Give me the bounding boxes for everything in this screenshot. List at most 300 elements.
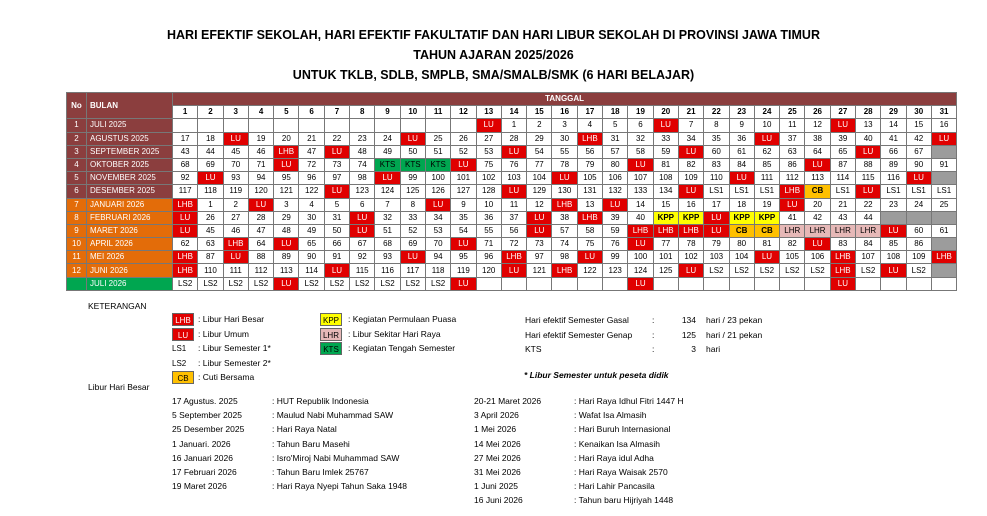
day-cell: 103 [501, 172, 526, 185]
day-header: 28 [856, 106, 881, 119]
day-cell: 74 [350, 158, 375, 171]
day-cell: 112 [248, 264, 273, 277]
day-cell: 82 [780, 238, 805, 251]
day-cell: 1 [501, 119, 526, 132]
day-header: 15 [527, 106, 552, 119]
day-cell: 111 [223, 264, 248, 277]
day-cell: 48 [274, 224, 299, 237]
day-cell: LS2 [324, 277, 349, 290]
holiday-date: 3 April 2026 [474, 410, 519, 421]
day-cell: 15 [906, 119, 931, 132]
day-cell: 43 [830, 211, 855, 224]
day-cell [704, 277, 729, 290]
day-cell: 34 [425, 211, 450, 224]
day-header: 30 [906, 106, 931, 119]
day-header: 18 [603, 106, 628, 119]
summary-colon: : [652, 329, 655, 340]
day-cell: LU [223, 132, 248, 145]
day-cell: 80 [603, 158, 628, 171]
day-cell: 36 [729, 132, 754, 145]
day-cell [931, 145, 956, 158]
day-cell: LU [906, 172, 931, 185]
row-number: 11 [67, 251, 87, 264]
day-cell: LU [931, 132, 956, 145]
day-cell: LHB [173, 198, 198, 211]
day-cell: LU [173, 224, 198, 237]
day-cell: LU [628, 277, 653, 290]
day-cell: LHB [577, 132, 602, 145]
day-cell: 47 [299, 145, 324, 158]
day-cell: 44 [856, 211, 881, 224]
title-line-1: HARI EFEKTIF SEKOLAH, HARI EFEKTIF FAKULTATIF DAN HARI LIBUR SEKOLAH DI PROVINSI JAWA TIMUR [166, 28, 820, 42]
summary-value: 134 [681, 315, 696, 325]
day-cell: 2 [527, 119, 552, 132]
day-cell: 72 [501, 238, 526, 251]
day-cell: LHB [501, 251, 526, 264]
day-cell: KPP [653, 211, 678, 224]
day-header: 7 [324, 106, 349, 119]
day-cell: 17 [704, 198, 729, 211]
day-cell: 57 [603, 145, 628, 158]
row-number: 1 [67, 119, 87, 132]
day-cell: 94 [425, 251, 450, 264]
day-cell: 19 [248, 132, 273, 145]
day-cell: KTS [400, 158, 425, 171]
keterangan-heading: KETERANGAN [88, 301, 147, 311]
day-cell: 125 [400, 185, 425, 198]
day-cell: 56 [501, 224, 526, 237]
day-cell: 34 [678, 132, 703, 145]
day-cell: LU [274, 238, 299, 251]
row-number: 5 [67, 172, 87, 185]
holiday-date: 19 Maret 2026 [172, 481, 227, 492]
day-cell: 127 [451, 185, 476, 198]
month-name: AGUSTUS 2025 [87, 132, 173, 145]
day-cell: LHB [552, 264, 577, 277]
day-cell [375, 119, 400, 132]
day-cell [754, 277, 779, 290]
holiday-date: 1 Januari. 2026 [172, 438, 231, 449]
day-cell: 3 [552, 119, 577, 132]
day-cell: 111 [754, 172, 779, 185]
day-cell: 28 [248, 211, 273, 224]
day-cell: 122 [577, 264, 602, 277]
day-cell: 61 [729, 145, 754, 158]
day-cell [729, 277, 754, 290]
holiday-desc: : Hari Raya Idhul Fitri 1447 H [574, 396, 684, 406]
day-header: 29 [881, 106, 906, 119]
day-cell: LU [425, 198, 450, 211]
day-header: 21 [678, 106, 703, 119]
day-cell: 126 [425, 185, 450, 198]
row-number: 10 [67, 238, 87, 251]
day-cell: 79 [704, 238, 729, 251]
day-cell: 27 [476, 132, 501, 145]
day-cell: 101 [451, 172, 476, 185]
day-cell: 105 [577, 172, 602, 185]
month-name: JULI 2026 [87, 277, 173, 290]
day-cell: 105 [780, 251, 805, 264]
day-cell: 118 [425, 264, 450, 277]
day-cell: LHR [856, 224, 881, 237]
day-header: 31 [931, 106, 956, 119]
row-number: 2 [67, 132, 87, 145]
day-cell: 80 [729, 238, 754, 251]
day-cell: 64 [805, 145, 830, 158]
day-cell: 30 [552, 132, 577, 145]
day-cell: 84 [729, 158, 754, 171]
day-cell: 119 [223, 185, 248, 198]
day-cell [906, 277, 931, 290]
month-name: OKTOBER 2025 [87, 158, 173, 171]
summary-colon: : [652, 315, 655, 325]
day-cell: 53 [476, 145, 501, 158]
day-cell: 81 [653, 158, 678, 171]
day-cell: 70 [425, 238, 450, 251]
summary-unit: hari [706, 344, 721, 354]
holiday-desc: : Hari Raya Waisak 2570 [574, 467, 668, 477]
holiday-date: 17 Februari 2026 [172, 467, 237, 477]
day-cell: 26 [451, 132, 476, 145]
month-row [67, 277, 957, 290]
day-cell: 117 [173, 185, 198, 198]
row-number [67, 277, 87, 290]
day-header: 27 [830, 106, 855, 119]
row-number: 3 [67, 145, 87, 158]
day-cell: LU [400, 132, 425, 145]
legend-swatch: LHB [172, 313, 194, 326]
day-cell: LU [754, 251, 779, 264]
day-cell: 22 [324, 132, 349, 145]
day-cell: 51 [375, 224, 400, 237]
day-cell: 45 [198, 224, 223, 237]
day-cell: 109 [906, 251, 931, 264]
day-cell: 4 [299, 198, 324, 211]
day-cell: 1 [198, 198, 223, 211]
day-cell: LU [400, 251, 425, 264]
day-cell: 65 [830, 145, 855, 158]
day-cell: 11 [780, 119, 805, 132]
day-cell [248, 119, 273, 132]
day-cell: LHB [274, 145, 299, 158]
legend-swatch: CB [172, 371, 194, 384]
semester-note: * Libur Semester untuk peseta didik [524, 370, 669, 380]
day-cell: 90 [906, 158, 931, 171]
day-cell: 55 [552, 145, 577, 158]
day-cell: LHB [173, 251, 198, 264]
day-header: 3 [223, 106, 248, 119]
day-cell: 54 [527, 145, 552, 158]
holiday-date: 5 September 2025 [172, 410, 242, 421]
day-cell: LU [653, 119, 678, 132]
day-cell: 81 [754, 238, 779, 251]
day-cell: 44 [198, 145, 223, 158]
day-cell: 13 [856, 119, 881, 132]
day-header: 10 [400, 106, 425, 119]
day-cell: 49 [375, 145, 400, 158]
day-header: 9 [375, 106, 400, 119]
day-cell: 50 [400, 145, 425, 158]
day-cell: KTS [375, 158, 400, 171]
day-cell: 73 [324, 158, 349, 171]
month-row [67, 264, 957, 277]
day-cell: 13 [577, 198, 602, 211]
day-cell: 23 [350, 132, 375, 145]
day-cell: 71 [476, 238, 501, 251]
day-cell: 57 [552, 224, 577, 237]
day-cell: LU [501, 145, 526, 158]
day-cell: 93 [223, 172, 248, 185]
day-cell: 93 [375, 251, 400, 264]
day-header: 13 [476, 106, 501, 119]
holiday-desc: : Wafat Isa Almasih [574, 410, 647, 421]
day-header: 19 [628, 106, 653, 119]
day-cell: 64 [248, 238, 273, 251]
day-cell: 66 [881, 145, 906, 158]
legend-swatch: LS1 [172, 344, 187, 353]
day-cell: LU [451, 158, 476, 171]
day-cell: LHB [678, 224, 703, 237]
day-cell [274, 119, 299, 132]
day-cell: 83 [704, 158, 729, 171]
day-cell: 36 [476, 211, 501, 224]
day-cell: 122 [299, 185, 324, 198]
day-header: 16 [552, 106, 577, 119]
day-cell: 38 [805, 132, 830, 145]
day-cell: 92 [173, 172, 198, 185]
day-cell: LS2 [906, 264, 931, 277]
day-cell [198, 119, 223, 132]
day-cell: 108 [881, 251, 906, 264]
day-header: 12 [451, 106, 476, 119]
day-cell: LU [324, 185, 349, 198]
day-cell: LU [375, 172, 400, 185]
legend-label: : Libur Semester 1* [198, 343, 271, 353]
day-cell: 125 [653, 264, 678, 277]
day-cell: LS2 [350, 277, 375, 290]
day-cell [451, 119, 476, 132]
day-cell: 30 [299, 211, 324, 224]
holiday-date: 20-21 Maret 2026 [474, 396, 542, 406]
legend-label: : Libur Sekitar Hari Raya [348, 328, 441, 339]
holiday-desc: : Maulud Nabi Muhammad SAW [272, 410, 394, 421]
day-cell: 94 [248, 172, 273, 185]
day-cell: 69 [198, 158, 223, 171]
row-number: 4 [67, 158, 87, 171]
day-cell: 115 [856, 172, 881, 185]
day-cell: 77 [527, 158, 552, 171]
day-cell: 129 [527, 185, 552, 198]
day-cell [552, 277, 577, 290]
day-cell: 116 [375, 264, 400, 277]
day-cell: 3 [274, 198, 299, 211]
day-cell: 14 [881, 119, 906, 132]
day-cell: 78 [552, 158, 577, 171]
day-cell: 100 [425, 172, 450, 185]
day-cell: 124 [375, 185, 400, 198]
day-cell: 121 [274, 185, 299, 198]
summary-label: Hari efektif Semester Genap [525, 329, 633, 340]
day-cell: LHB [173, 264, 198, 277]
day-cell: LU [805, 238, 830, 251]
day-cell: 52 [451, 145, 476, 158]
day-cell [223, 119, 248, 132]
day-cell: 41 [780, 211, 805, 224]
day-cell [577, 277, 602, 290]
day-cell: LU [856, 185, 881, 198]
day-cell: 6 [350, 198, 375, 211]
summary-value: 125 [681, 329, 696, 340]
day-cell: 25 [425, 132, 450, 145]
day-cell: 59 [603, 224, 628, 237]
day-cell: 60 [906, 224, 931, 237]
legend-swatch: KTS [320, 342, 342, 355]
day-cell: 106 [805, 251, 830, 264]
day-cell [603, 277, 628, 290]
day-cell: 87 [198, 251, 223, 264]
day-cell: LS2 [805, 264, 830, 277]
day-header: 14 [501, 106, 526, 119]
day-cell: LU [881, 224, 906, 237]
day-cell: 61 [931, 224, 956, 237]
day-cell: LU [856, 145, 881, 158]
month-name: MEI 2026 [87, 251, 173, 264]
holiday-desc: : Tahun Baru Imlek 25767 [272, 467, 369, 477]
day-cell: 46 [223, 224, 248, 237]
day-cell: 131 [577, 185, 602, 198]
day-cell: 9 [729, 119, 754, 132]
day-cell: 113 [805, 172, 830, 185]
day-cell: 79 [577, 158, 602, 171]
day-cell: 62 [173, 238, 198, 251]
day-cell: 56 [577, 145, 602, 158]
holiday-desc: : Hari Raya Natal [272, 424, 337, 435]
day-cell: LU [350, 211, 375, 224]
day-cell: LHR [780, 224, 805, 237]
day-cell: 59 [653, 145, 678, 158]
day-cell: LS2 [400, 277, 425, 290]
day-cell: 77 [653, 238, 678, 251]
day-cell: LHB [552, 198, 577, 211]
day-cell: 106 [603, 172, 628, 185]
day-cell: 109 [678, 172, 703, 185]
month-row [67, 198, 957, 211]
day-cell: 73 [527, 238, 552, 251]
day-cell: 29 [527, 132, 552, 145]
day-cell: LHB [780, 185, 805, 198]
day-cell: LS1 [704, 185, 729, 198]
day-cell: 65 [299, 238, 324, 251]
day-cell: 123 [350, 185, 375, 198]
day-cell: 120 [476, 264, 501, 277]
day-cell: 51 [425, 145, 450, 158]
day-header: 23 [729, 106, 754, 119]
day-cell: 32 [375, 211, 400, 224]
day-cell [856, 277, 881, 290]
day-cell: LS2 [729, 264, 754, 277]
day-cell: 83 [830, 238, 855, 251]
holiday-date: 16 Januari 2026 [172, 452, 233, 463]
month-name: JANUARI 2026 [87, 198, 173, 211]
day-cell: 5 [603, 119, 628, 132]
month-name: SEPTEMBER 2025 [87, 145, 173, 158]
day-header: 25 [780, 106, 805, 119]
day-cell: LU [830, 119, 855, 132]
day-cell [931, 211, 956, 224]
day-cell: 132 [603, 185, 628, 198]
day-cell: 130 [552, 185, 577, 198]
day-cell: LU [678, 145, 703, 158]
day-cell: 107 [856, 251, 881, 264]
day-cell: LHB [931, 251, 956, 264]
month-name: DESEMBER 2025 [87, 185, 173, 198]
legend-swatch: KPP [320, 313, 342, 326]
holiday-date: 31 Mei 2026 [474, 467, 521, 477]
day-cell [881, 211, 906, 224]
day-header: 26 [805, 106, 830, 119]
day-cell: 45 [223, 145, 248, 158]
header-bulan: BULAN [87, 93, 173, 119]
day-cell: LS1 [830, 185, 855, 198]
day-cell: LS1 [906, 185, 931, 198]
day-cell: 18 [198, 132, 223, 145]
day-cell: 40 [856, 132, 881, 145]
day-cell: 84 [856, 238, 881, 251]
holiday-date: 27 Mei 2026 [474, 452, 521, 463]
day-cell: LU [678, 264, 703, 277]
holiday-desc: : Hari Raya idul Adha [574, 452, 654, 463]
day-header: 1 [173, 106, 198, 119]
day-cell: LU [248, 198, 273, 211]
day-cell: 40 [628, 211, 653, 224]
day-cell: 22 [856, 198, 881, 211]
day-cell: LU [881, 264, 906, 277]
day-cell: 19 [754, 198, 779, 211]
day-cell: 31 [603, 132, 628, 145]
day-cell: LS2 [780, 264, 805, 277]
row-number: 9 [67, 224, 87, 237]
day-cell: LU [704, 211, 729, 224]
day-cell: 58 [577, 224, 602, 237]
day-cell: 88 [856, 158, 881, 171]
day-cell: LHB [223, 238, 248, 251]
day-cell: 89 [274, 251, 299, 264]
day-cell [881, 277, 906, 290]
day-cell: 60 [704, 145, 729, 158]
day-cell: KPP [729, 211, 754, 224]
day-cell: 121 [527, 264, 552, 277]
summary-value: 3 [691, 344, 696, 354]
day-cell [931, 172, 956, 185]
libur-heading: Libur Hari Besar [88, 382, 150, 392]
day-cell: 38 [552, 211, 577, 224]
day-cell: LHR [805, 224, 830, 237]
day-cell: 82 [678, 158, 703, 171]
day-cell: 116 [881, 172, 906, 185]
day-cell: LU [628, 238, 653, 251]
holiday-desc: : Kenaikan Isa Almasih [574, 438, 660, 449]
holiday-date: 1 Mei 2026 [474, 424, 517, 435]
day-cell: 86 [906, 238, 931, 251]
day-cell: 48 [350, 145, 375, 158]
month-row [67, 224, 957, 237]
day-cell [780, 277, 805, 290]
day-cell: 78 [678, 238, 703, 251]
day-cell: 113 [274, 264, 299, 277]
day-cell: LS2 [173, 277, 198, 290]
day-cell: LS1 [754, 185, 779, 198]
header-tanggal: TANGGAL [173, 93, 957, 106]
